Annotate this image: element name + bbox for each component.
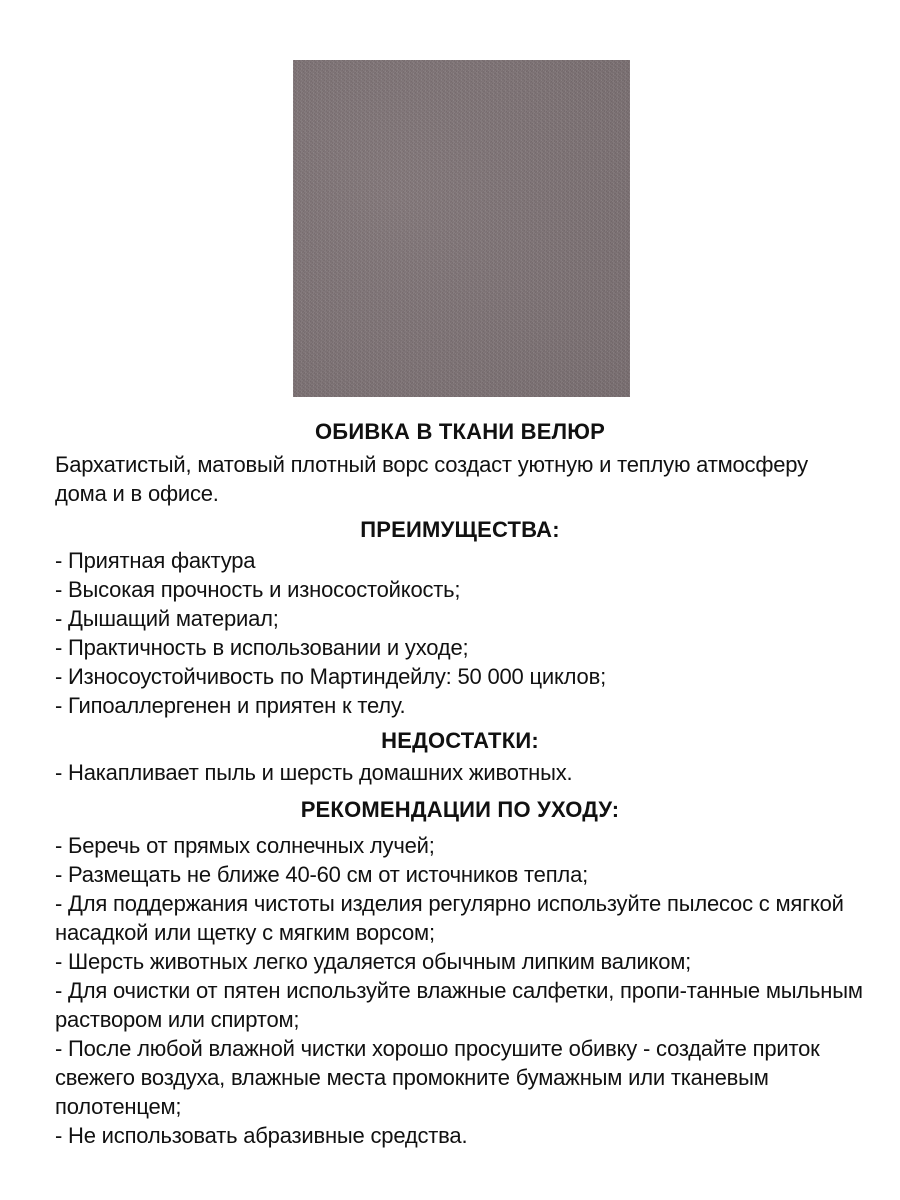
list-item: - Шерсть животных легко удаляется обычным липким валиком; bbox=[55, 949, 692, 974]
care-list bbox=[55, 831, 865, 1150]
list-item: - После любой влажной чистки хорошо просушите обивку - создайте приток свежего воздуха, влажные места промокните бумажным или тканевым полотенцем; bbox=[55, 1036, 820, 1119]
list-item: - Приятная фактура bbox=[55, 548, 256, 573]
list-item: - Практичность в использовании и уходе; bbox=[55, 635, 469, 660]
disadvantages-list bbox=[55, 758, 865, 787]
advantages-heading: ПРЕИМУЩЕСТВА: bbox=[360, 517, 560, 542]
list-item: - Не использовать абразивные средства. bbox=[55, 1123, 468, 1148]
list-item: - Беречь от прямых солнечных лучей; bbox=[55, 833, 435, 858]
list-item: - Дышащий материал; bbox=[55, 606, 279, 631]
list-item: - Размещать не ближе 40-60 см от источников тепла; bbox=[55, 862, 589, 887]
care-heading: РЕКОМЕНДАЦИИ ПО УХОДУ: bbox=[300, 797, 620, 822]
list-item: - Для поддержания чистоты изделия регулярно используйте пылесос с мягкой насадкой или щетку с мягким ворсом; bbox=[55, 891, 844, 945]
fabric-info bbox=[55, 414, 865, 1150]
fabric-swatch-image bbox=[293, 60, 630, 397]
description: Бархатистый, матовый плотный ворс создаст уютную и теплую атмосферу дома и в офисе. bbox=[55, 452, 808, 506]
advantages-list bbox=[55, 546, 865, 720]
list-item: - Для очистки от пятен используйте влажные салфетки, пропи-танные мыльным раствором или спиртом; bbox=[55, 978, 863, 1032]
disadvantages-heading: НЕДОСТАТКИ: bbox=[381, 728, 539, 753]
list-item: - Износоустойчивость по Мартиндейлу: 50 000 циклов; bbox=[55, 664, 606, 689]
page-title: ОБИВКА В ТКАНИ ВЕЛЮР bbox=[315, 419, 605, 444]
list-item: - Высокая прочность и износостойкость; bbox=[55, 577, 461, 602]
list-item: - Накапливает пыль и шерсть домашних животных. bbox=[55, 760, 573, 785]
list-item: - Гипоаллергенен и приятен к телу. bbox=[55, 693, 406, 718]
